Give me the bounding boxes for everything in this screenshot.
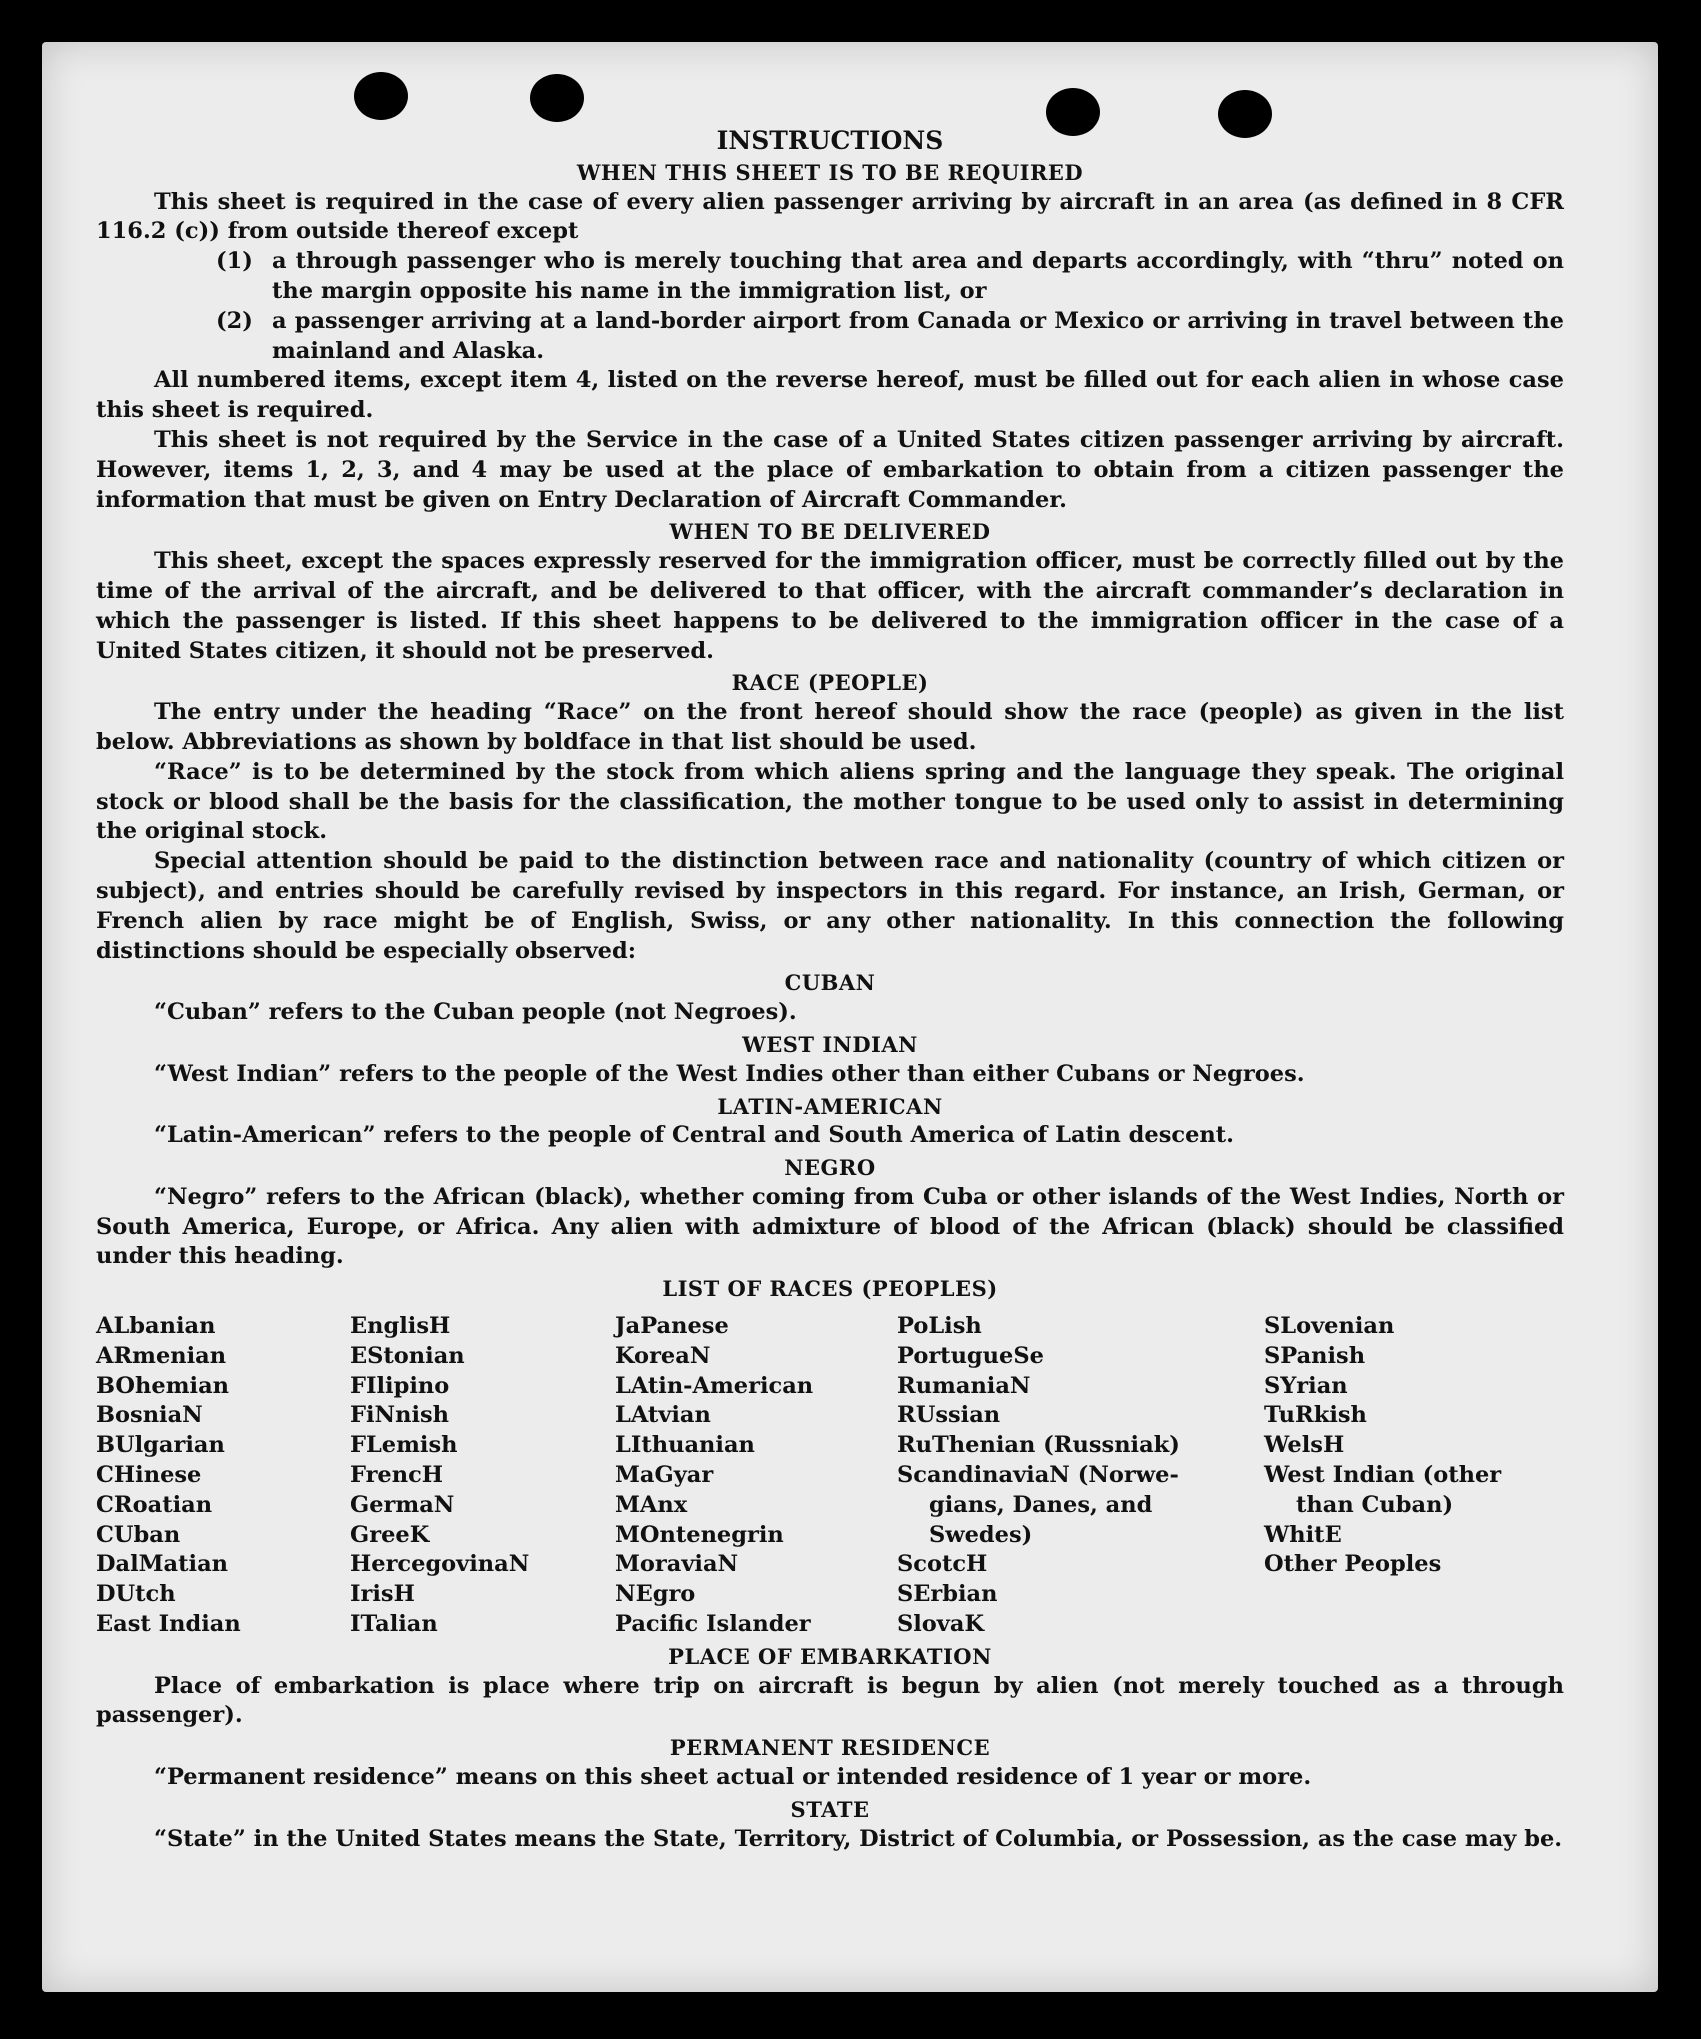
race-item: GreeK: [350, 1521, 430, 1548]
races-column: [350, 1312, 615, 1640]
race-item: KoreaN: [615, 1342, 711, 1369]
exception-number: (2): [216, 307, 253, 334]
race-paragraph-3: Special attention should be paid to the distinction between race and nationality (country of which citizen or subject), and entries should be carefully revised by inspectors in this regard. For instance, an Irish, German, or French alien by race might be of English, Swiss, or any other nationality. In this connection the following distinctions should be especially observed:: [96, 848, 1564, 964]
race-item: PoLish: [897, 1313, 982, 1340]
instructions-content: [96, 126, 1564, 1854]
race-item: RuThenian (Russniak): [897, 1432, 1180, 1459]
race-item: ALbanian: [96, 1313, 216, 1340]
section-heading-when-delivered: WHEN TO BE DELIVERED: [669, 519, 991, 545]
race-item: IrisH: [350, 1581, 415, 1608]
section-heading-negro: NEGRO: [784, 1155, 876, 1181]
race-item: HercegovinaN: [350, 1551, 530, 1578]
race-item: SYrian: [1264, 1372, 1348, 1399]
race-item: JaPanese: [615, 1313, 729, 1340]
race-paragraph-2: “Race” is to be determined by the stock from which aliens spring and the language they speak. The original stock or blood shall be the basis for the classification, the mother tongue to be used only to assist in determining the original stock.: [96, 758, 1564, 845]
race-item: FiNnish: [350, 1402, 450, 1429]
race-item: EnglisH: [350, 1313, 451, 1340]
exception-number: (1): [216, 248, 253, 275]
exception-text: a passenger arriving at a land-border airport from Canada or Mexico or arriving in travel between the mainland and Alaska.: [272, 307, 1564, 364]
race-item: BosniaN: [96, 1402, 203, 1429]
race-item: ScotcH: [897, 1551, 988, 1578]
races-list: [96, 1312, 1564, 1640]
races-column: [897, 1312, 1264, 1640]
race-item: FLemish: [350, 1432, 458, 1459]
section-heading-list-of-races: LIST OF RACES (PEOPLES): [662, 1276, 998, 1302]
race-item: TuRkish: [1264, 1402, 1367, 1429]
race-item: BOhemian: [96, 1372, 230, 1399]
section-heading-state: STATE: [790, 1796, 870, 1822]
section-heading-west-indian: WEST INDIAN: [742, 1031, 918, 1057]
when-required-intro: This sheet is required in the case of every alien passenger arriving by aircraft in an area (as defined in 8 CFR 116.2 (c)) from outside thereof except: [96, 188, 1564, 245]
race-item: DUtch: [96, 1581, 176, 1608]
races-column: [96, 1312, 350, 1640]
race-item: WhitE: [1264, 1521, 1342, 1548]
race-item: MOntenegrin: [615, 1521, 784, 1548]
race-item: MAnx: [615, 1491, 688, 1518]
race-item: LAtvian: [615, 1402, 711, 1429]
race-item: WelsH: [1264, 1432, 1345, 1459]
race-item: LAtin-American: [615, 1372, 814, 1399]
races-column: [615, 1312, 897, 1640]
race-item: MoraviaN: [615, 1551, 739, 1578]
race-item: GermaN: [350, 1491, 455, 1518]
race-item: BUlgarian: [96, 1432, 225, 1459]
race-item: ARmenian: [96, 1342, 227, 1369]
race-item: SlovaK: [897, 1611, 985, 1638]
race-item: Other Peoples: [1264, 1551, 1442, 1578]
race-item: gians, Danes, and: [929, 1491, 1153, 1518]
section-heading-cuban: CUBAN: [784, 970, 876, 996]
race-item: LIthuanian: [615, 1432, 755, 1459]
race-item: CHinese: [96, 1462, 202, 1489]
race-item: ScandinaviaN (Norwe-: [897, 1462, 1179, 1489]
exception-item: [96, 307, 1564, 367]
negro-paragraph: “Negro” refers to the African (black), whether coming from Cuba or other islands of the West Indies, North or South America, Europe, or Africa. Any alien with admixture of blood of the African (black) should be classified under this heading.: [96, 1183, 1564, 1270]
race-item: Swedes): [929, 1521, 1033, 1548]
race-paragraph-1: The entry under the heading “Race” on the front hereof should show the race (people) as given in the list below. Abbreviations as shown by boldface in that list should be used.: [96, 699, 1564, 755]
race-item: SErbian: [897, 1581, 998, 1608]
exception-text: a through passenger who is merely touching that area and departs accordingly, with “thru” noted on the margin opposite his name in the immigration list, or: [272, 248, 1564, 304]
race-item: CRoatian: [96, 1491, 213, 1518]
race-item: Pacific Islander: [615, 1611, 811, 1638]
exception-item: [96, 247, 1564, 307]
section-heading-permanent-residence: PERMANENT RESIDENCE: [669, 1735, 991, 1761]
race-item: RumaniaN: [897, 1372, 1031, 1399]
punch-hole: [530, 74, 584, 122]
race-item: CUban: [96, 1521, 181, 1548]
race-item: FIlipino: [350, 1372, 450, 1399]
race-item: SLovenian: [1264, 1313, 1395, 1340]
embarkation-paragraph: Place of embarkation is place where trip on aircraft is begun by alien (not merely touched as a through passenger).: [96, 1672, 1564, 1729]
race-item: RUssian: [897, 1402, 1001, 1429]
race-item: than Cuban): [1296, 1491, 1454, 1518]
section-heading-when-required: WHEN THIS SHEET IS TO BE REQUIRED: [576, 159, 1084, 185]
race-item: DalMatian: [96, 1551, 229, 1578]
races-column: [1264, 1312, 1564, 1640]
race-item: FrencH: [350, 1462, 444, 1489]
state-paragraph: “State” in the United States means the State, Territory, District of Columbia, or Possession, as the case may be.: [154, 1825, 1563, 1852]
section-heading-embarkation: PLACE OF EMBARKATION: [668, 1643, 992, 1669]
cuban-paragraph: “Cuban” refers to the Cuban people (not Negroes).: [154, 999, 797, 1026]
race-item: SPanish: [1264, 1342, 1366, 1369]
race-item: PortugueSe: [897, 1342, 1044, 1369]
citizen-note-paragraph: This sheet is not required by the Service in the case of a United States citizen passenger arriving by aircraft. However, items 1, 2, 3, and 4 may be used at the place of embarkation to obtain from a citizen passenger the information that must be given on Entry Declaration of Aircraft Commander.: [96, 426, 1564, 513]
latin-american-paragraph: “Latin-American” refers to the people of Central and South America of Latin descent.: [154, 1122, 1234, 1149]
race-item: MaGyar: [615, 1462, 714, 1489]
race-item: ITalian: [350, 1611, 438, 1638]
race-item: EStonian: [350, 1342, 465, 1369]
race-item: East Indian: [96, 1611, 241, 1638]
permanent-residence-paragraph: “Permanent residence” means on this sheet actual or intended residence of 1 year or more.: [154, 1764, 1312, 1791]
race-item: West Indian (other: [1264, 1462, 1502, 1489]
page-title: INSTRUCTIONS: [716, 126, 944, 155]
section-heading-race: RACE (PEOPLE): [731, 670, 929, 696]
west-indian-paragraph: “West Indian” refers to the people of the West Indies other than either Cubans or Negroes.: [154, 1060, 1305, 1087]
section-heading-latin-american: LATIN-AMERICAN: [717, 1093, 943, 1119]
punch-hole: [354, 72, 408, 120]
race-item: NEgro: [615, 1581, 696, 1608]
numbered-items-paragraph: All numbered items, except item 4, listed on the reverse hereof, must be filled out for each alien in whose case this sheet is required.: [96, 367, 1564, 424]
when-delivered-paragraph: This sheet, except the spaces expressly reserved for the immigration officer, must be correctly filled out by the time of the arrival of the aircraft, and be delivered to that officer, with the aircraft commander’s declaration in which the passenger is listed. If this sheet happens to be delivered to the immigration officer in the case of a United States citizen, it should not be preserved.: [96, 548, 1564, 664]
